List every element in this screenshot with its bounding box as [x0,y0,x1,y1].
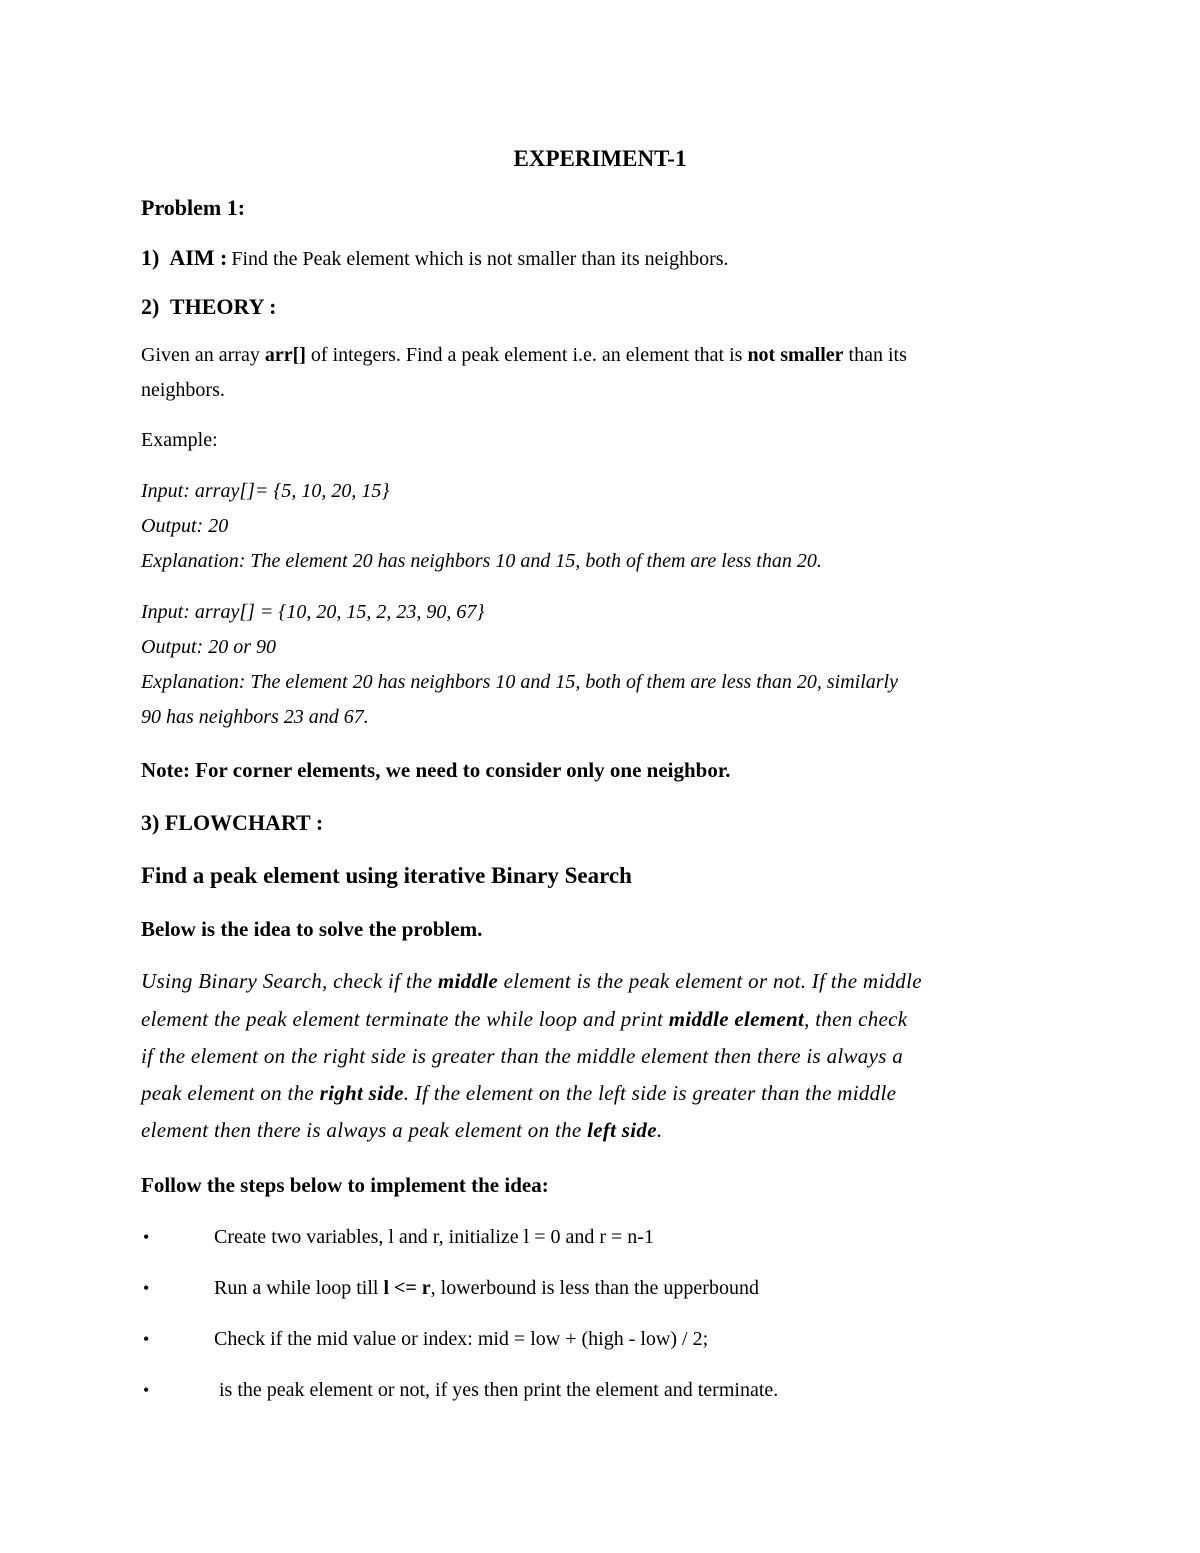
problem-heading: Problem 1: [141,195,246,220]
example-label: Example: [141,429,218,451]
steps-heading: Follow the steps below to implement the idea: [141,1173,549,1197]
idea-left-side-bold: left side [587,1118,657,1142]
aim-text: Find the Peak element which is not smaller than its neighbors. [231,248,729,270]
example-2-explanation-1: Explanation: The element 20 has neighbors 10 and 15, both of them are less than 20, similarly [141,671,898,693]
idea-right-side-bold: right side [319,1081,404,1105]
idea-middle-bold: middle [437,969,499,993]
aim-label: AIM : [169,245,228,270]
theory-line-1 [141,345,907,365]
idea-line-1 [141,971,922,992]
idea-text: element the peak element terminate the while loop and print [141,1007,669,1031]
bullet-icon: • [143,1329,150,1349]
idea-line-3: if the element on the right side is greater than the middle element then there is always a [141,1044,904,1068]
idea-text: . [656,1118,663,1142]
example-1-input: Input: array[]= {5, 10, 20, 15} [141,480,390,502]
idea-text: . If the element on the left side is greater than the middle [403,1081,897,1105]
theory-text: than its [843,344,907,366]
idea-text: peak element on the [141,1081,320,1105]
page-title: EXPERIMENT-1 [513,146,687,171]
step-1: Create two variables, l and r, initialize l = 0 and r = n-1 [214,1226,654,1248]
idea-line-2 [141,1009,907,1030]
bullet-icon: • [143,1227,150,1247]
aim-line [141,247,729,269]
theory-line-2: neighbors. [141,379,225,401]
theory-text: of integers. Find a peak element i.e. an element that is [305,344,748,366]
step-text: Run a while loop till [214,1277,384,1299]
flowchart-subheading: Find a peak element using iterative Binary Search [141,863,632,888]
idea-line-5 [141,1120,662,1141]
theory-arr-bold: arr[] [264,344,306,366]
idea-text: element then there is always a peak element on the [141,1118,588,1142]
step-condition-bold: l <= r [383,1277,431,1299]
example-2-explanation-2: 90 has neighbors 23 and 67. [141,706,369,728]
example-1-output: Output: 20 [141,515,229,537]
idea-text: , then check [804,1007,908,1031]
bullet-icon: • [143,1278,150,1298]
theory-not-smaller-bold: not smaller [747,344,844,366]
step-2 [214,1278,759,1298]
example-1-explanation: Explanation: The element 20 has neighbors 10 and 15, both of them are less than 20. [141,550,822,572]
example-2-input: Input: array[] = {10, 20, 15, 2, 23, 90, 67} [141,601,485,623]
step-3: Check if the mid value or index: mid = low + (high - low) / 2; [214,1328,709,1350]
idea-text: Using Binary Search, check if the [141,969,438,993]
theory-heading: 2) THEORY : [141,294,277,319]
step-text: , lowerbound is less than the upperbound [430,1277,759,1299]
idea-middle-element-bold: middle element [668,1007,805,1031]
idea-line-4 [141,1083,896,1104]
example-2-output: Output: 20 or 90 [141,636,276,658]
aim-number: 1) [141,245,160,270]
flowchart-heading: 3) FLOWCHART : [141,810,324,835]
theory-text: Given an array [141,344,265,366]
step-4: is the peak element or not, if yes then print the element and terminate. [214,1379,779,1401]
idea-text: element is the peak element or not. If the middle [498,969,922,993]
idea-heading: Below is the idea to solve the problem. [141,917,483,941]
note: Note: For corner elements, we need to consider only one neighbor. [141,758,731,782]
bullet-icon: • [143,1380,150,1400]
